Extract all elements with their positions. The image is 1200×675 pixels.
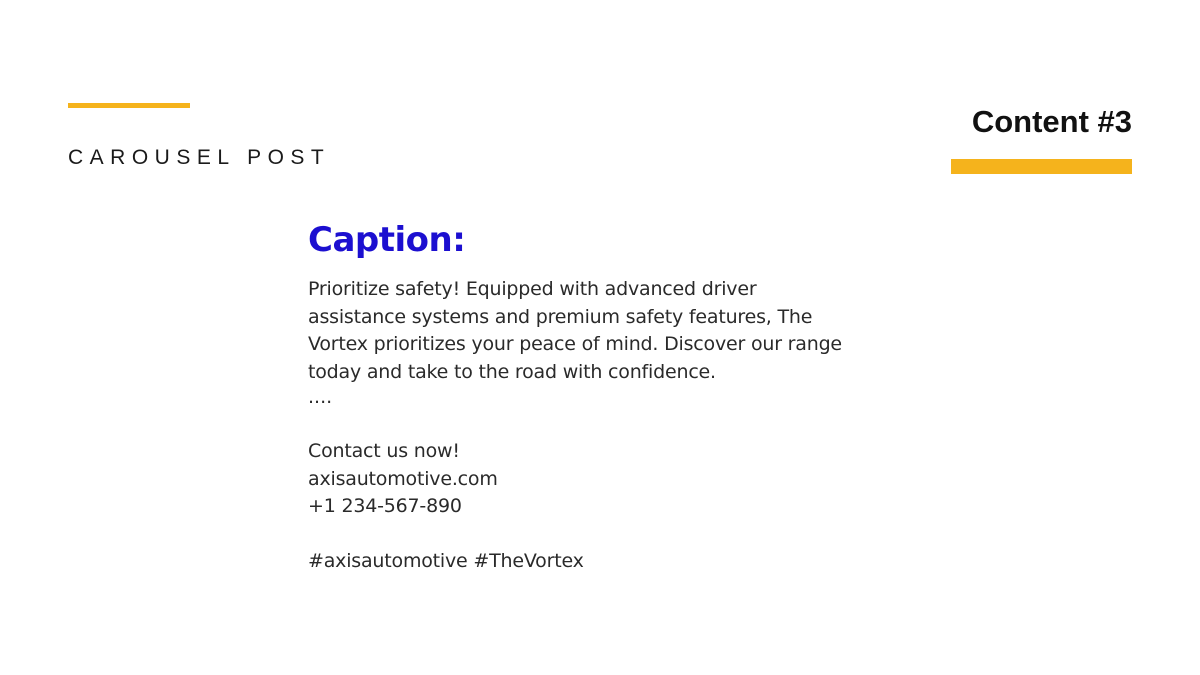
- contact-website: axisautomotive.com: [308, 467, 498, 490]
- contact-phone: +1 234-567-890: [308, 495, 462, 517]
- hashtags: #axisautomotive #TheVortex: [308, 549, 584, 572]
- caption-block: [308, 220, 868, 575]
- caption-body: Prioritize safety! Equipped with advanced driver assistance systems and premium safety features, The Vortex prioritizes your peace of mind. Discover our range today and take to the road with confidence.: [308, 278, 842, 383]
- content-number-label: Content #3: [971, 104, 1132, 139]
- accent-bar-top: [68, 103, 190, 108]
- caption-ellipsis: ....: [308, 386, 333, 408]
- caption-heading: Caption:: [308, 220, 466, 260]
- eyebrow-label: CAROUSEL POST: [68, 146, 331, 169]
- contact-cta: Contact us now!: [308, 440, 460, 462]
- contact-info: [308, 438, 868, 521]
- accent-bar-right: [951, 159, 1132, 174]
